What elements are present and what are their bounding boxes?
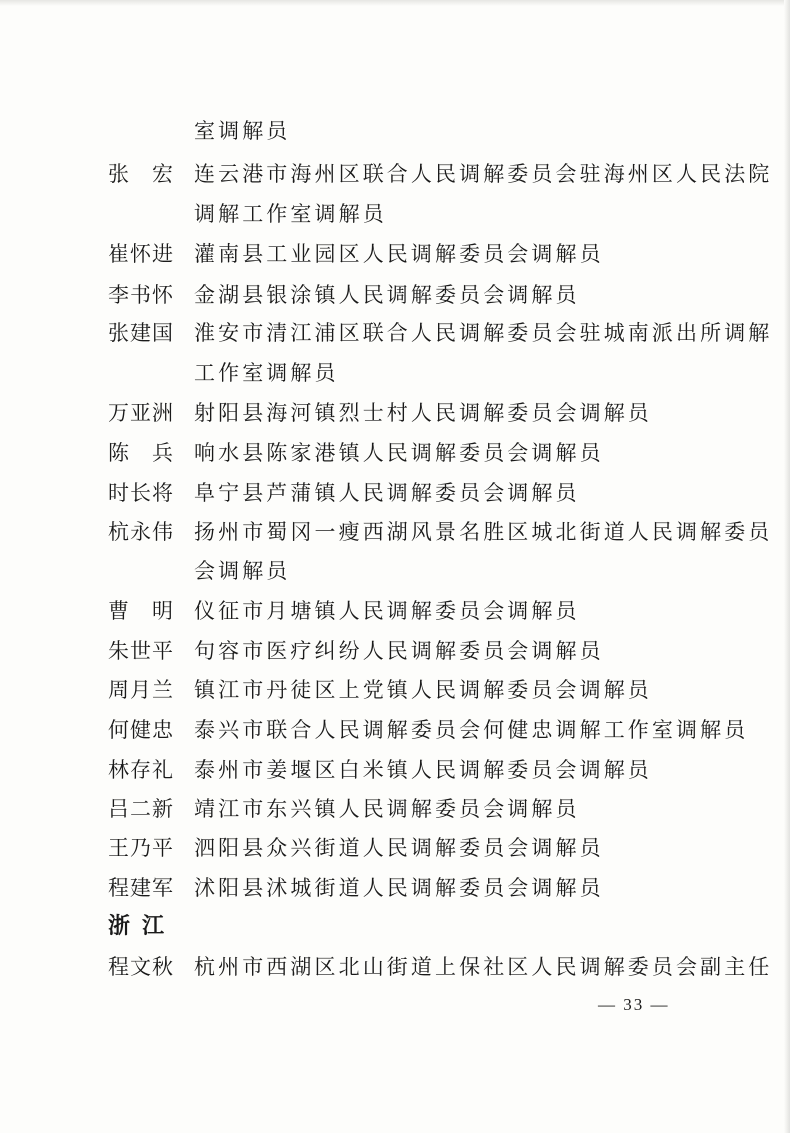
person-name: 周月兰 — [108, 678, 174, 702]
person-name: 杭永伟 — [108, 520, 174, 544]
person-title: 灌南县工业园区人民调解委员会调解员 — [194, 242, 604, 266]
person-title: 沭阳县沭城街道人民调解委员会调解员 — [194, 876, 604, 900]
person-title: 泗阳县众兴街道人民调解委员会调解员 — [194, 836, 604, 860]
scan-right-edge — [784, 0, 790, 1133]
person-name: 张 宏 — [108, 162, 174, 186]
person-title: 连云港市海州区联合人民调解委员会驻海州区人民法院 — [194, 162, 773, 186]
person-name: 王乃平 — [108, 836, 174, 860]
person-name: 何健忠 — [108, 718, 174, 742]
person-title: 扬州市蜀冈一瘦西湖风景名胜区城北街道人民调解委员 — [194, 520, 773, 544]
person-title: 响水县陈家港镇人民调解委员会调解员 — [194, 441, 604, 465]
person-name: 林存礼 — [108, 758, 174, 782]
person-title: 泰州市姜堰区白米镇人民调解委员会调解员 — [194, 758, 652, 782]
person-title: 淮安市清江浦区联合人民调解委员会驻城南派出所调解 — [194, 321, 773, 345]
person-name: 李书怀 — [108, 283, 174, 307]
person-name: 万亚洲 — [108, 401, 174, 425]
entry-continuation: 调解工作室调解员 — [194, 202, 387, 226]
person-name: 张建国 — [108, 321, 174, 345]
entry-continuation: 会调解员 — [194, 559, 291, 583]
person-name: 吕二新 — [108, 797, 174, 821]
person-name: 曹 明 — [108, 599, 174, 623]
person-title: 镇江市丹徒区上党镇人民调解委员会调解员 — [194, 678, 652, 702]
person-title: 仪征市月塘镇人民调解委员会调解员 — [194, 599, 580, 623]
person-title: 射阳县海河镇烈士村人民调解委员会调解员 — [194, 401, 652, 425]
person-name: 程建军 — [108, 876, 174, 900]
person-title: 阜宁县芦蒲镇人民调解委员会调解员 — [194, 481, 580, 505]
person-name: 陈 兵 — [108, 441, 174, 465]
person-name: 崔怀进 — [108, 242, 174, 266]
page-number: — 33 — — [598, 995, 670, 1014]
person-title: 金湖县银涂镇人民调解委员会调解员 — [194, 283, 580, 307]
entry-continuation: 室调解员 — [194, 119, 291, 143]
province-heading: 浙江 — [108, 914, 177, 939]
person-name: 程文秋 — [108, 955, 174, 979]
person-title: 句容市医疗纠纷人民调解委员会调解员 — [194, 639, 604, 663]
person-name: 朱世平 — [108, 639, 174, 663]
person-title: 泰兴市联合人民调解委员会何健忠调解工作室调解员 — [194, 718, 749, 742]
person-title: 靖江市东兴镇人民调解委员会调解员 — [194, 797, 580, 821]
entry-continuation: 工作室调解员 — [194, 361, 339, 385]
person-title: 杭州市西湖区北山街道上保社区人民调解委员会副主任 — [194, 955, 773, 979]
person-name: 时长将 — [108, 481, 174, 505]
scan-top-edge — [0, 0, 790, 6]
